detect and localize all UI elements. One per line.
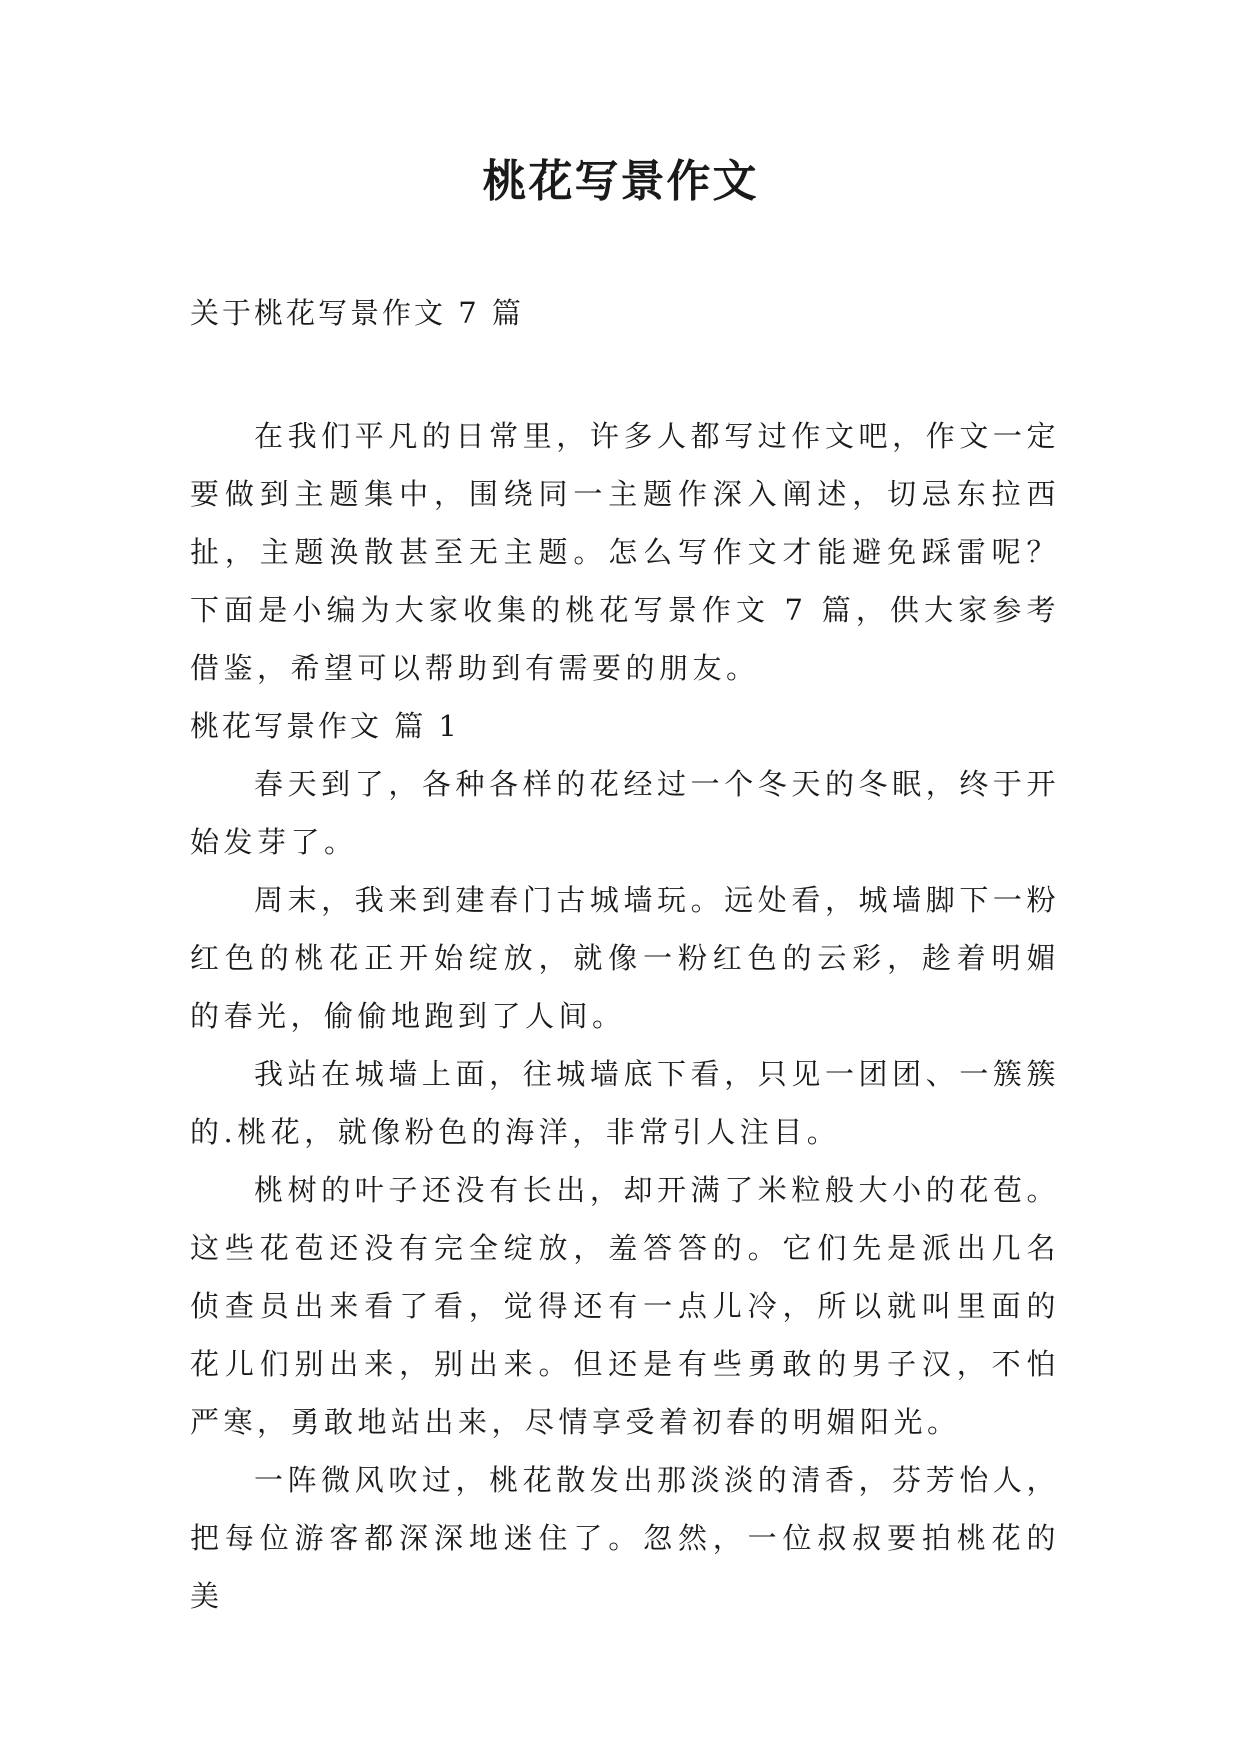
- intro-paragraph: 在我们平凡的日常里，许多人都写过作文吧，作文一定要做到主题集中，围绕同一主题作深入阐述，切忌东拉西扯，主题涣散甚至无主题。怎么写作文才能避免踩雷呢？下面是小编为大家收集的桃花写景作文 7 篇，供大家参考借鉴，希望可以帮助到有需要的朋友。: [190, 419, 1060, 685]
- document-body: [190, 407, 1060, 1625]
- document-title: 桃花写景作文: [482, 156, 759, 207]
- body-paragraph: 春天到了，各种各样的花经过一个冬天的冬眠，终于开始发芽了。: [190, 767, 1060, 859]
- section-heading: 桃花写景作文 篇 1: [190, 709, 460, 743]
- body-paragraph: 桃树的叶子还没有长出，却开满了米粒般大小的花苞。这些花苞还没有完全绽放，羞答答的。它们先是派出几名侦查员出来看了看，觉得还有一点儿冷，所以就叫里面的花儿们别出来，别出来。但还是有些勇敢的男子汉，不怕严寒，勇敢地站出来，尽情享受着初春的明媚阳光。: [190, 1173, 1060, 1439]
- body-paragraph: 周末，我来到建春门古城墙玩。远处看，城墙脚下一粉红色的桃花正开始绽放，就像一粉红色的云彩，趁着明媚的春光，偷偷地跑到了人间。: [190, 883, 1060, 1033]
- body-paragraph: 一阵微风吹过，桃花散发出那淡淡的清香，芬芳怡人，把每位游客都深深地迷住了。忽然，一位叔叔要拍桃花的美: [190, 1463, 1060, 1613]
- document-subtitle: 关于桃花写景作文 7 篇: [190, 296, 524, 330]
- body-paragraph: 我站在城墙上面，往城墙底下看，只见一团团、一簇簇的.桃花，就像粉色的海洋，非常引人注目。: [190, 1057, 1060, 1149]
